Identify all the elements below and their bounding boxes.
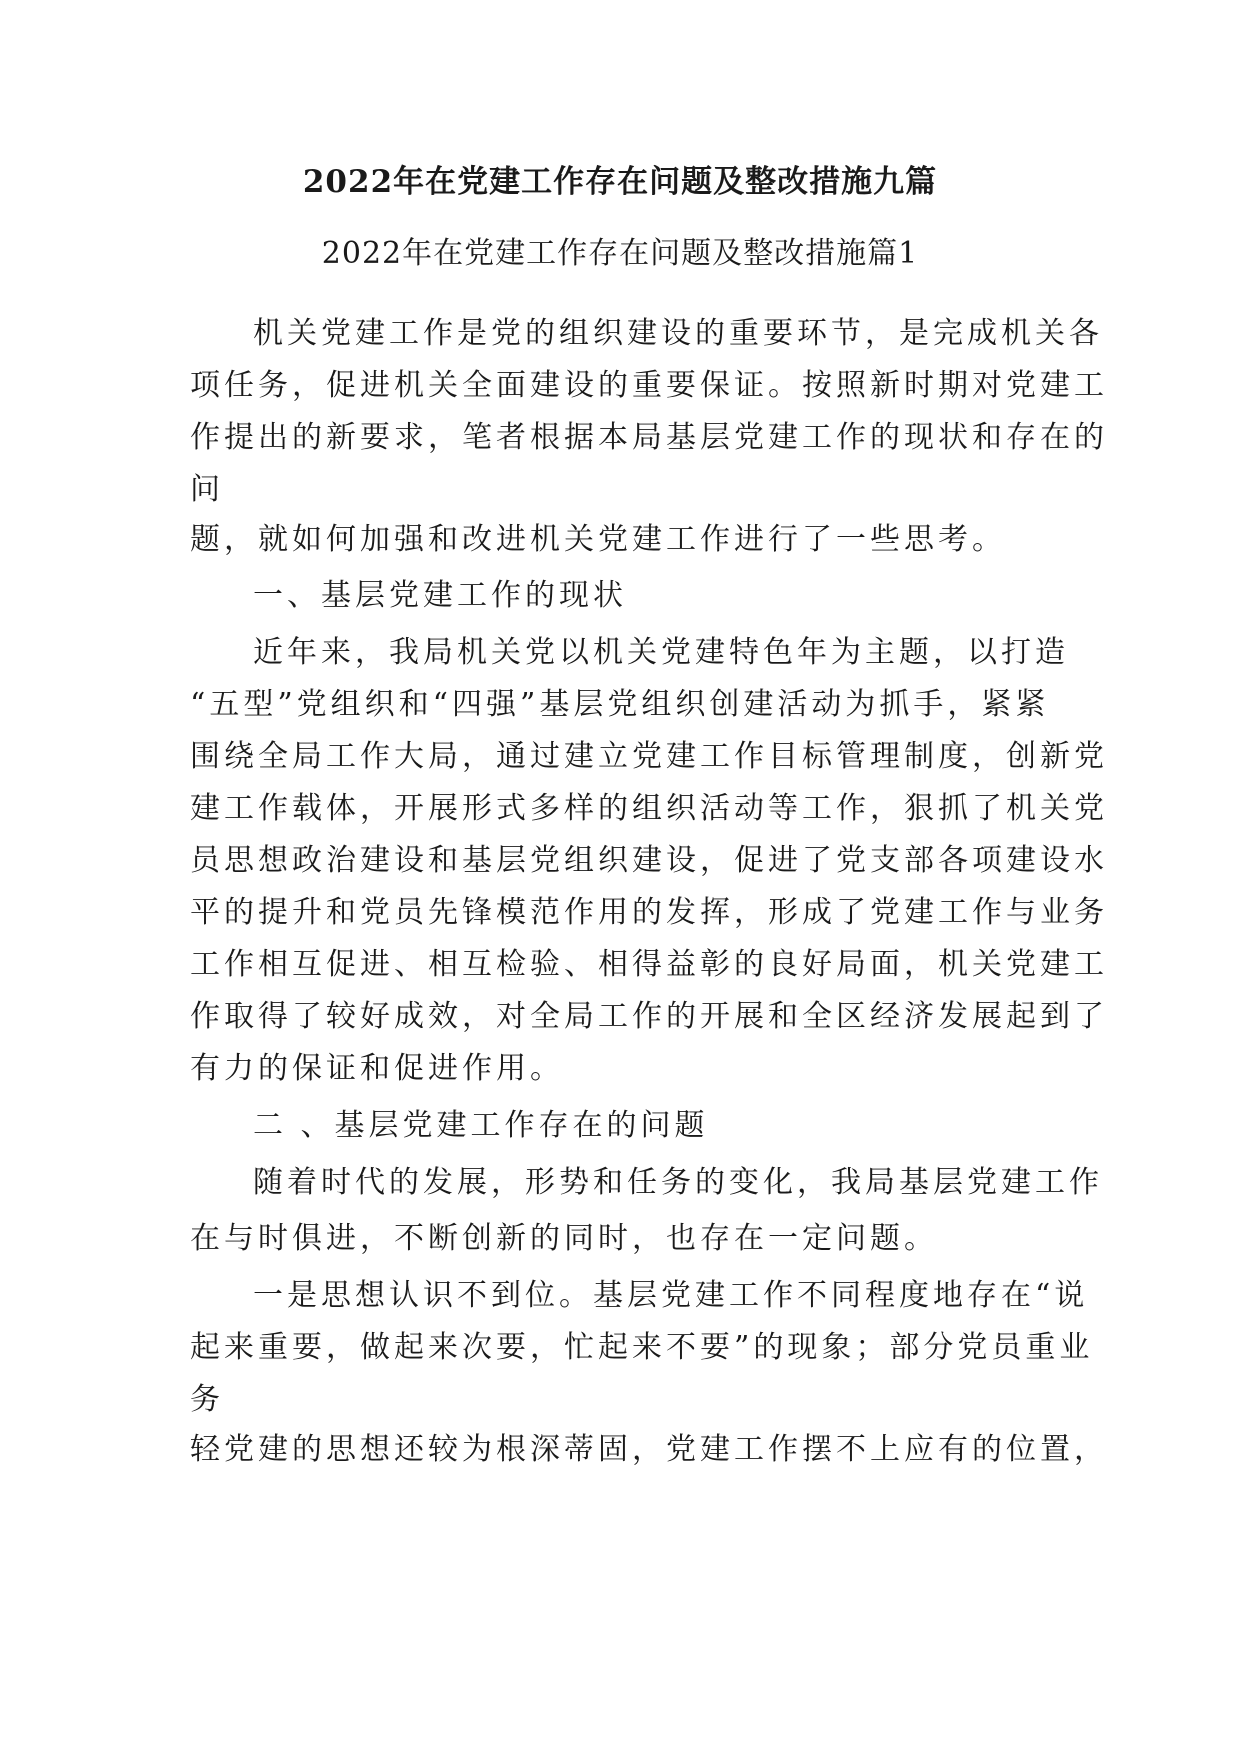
paragraph-line: 机关党建工作是党的组织建设的重要环节，是完成机关各 [253, 316, 1103, 351]
document-title: 2022年在党建工作存在问题及整改措施九篇 [302, 164, 938, 200]
paragraph-line: 作取得了较好成效，对全局工作的开展和全区经济发展起到了 [190, 999, 1108, 1034]
paragraph-line: 有力的保证和促进作用。 [190, 1051, 564, 1086]
paragraph-line: 工作相互促进、相互检验、相得益彰的良好局面，机关党建工 [190, 947, 1108, 982]
paragraph-line: 围绕全局工作大局，通过建立党建工作目标管理制度，创新党 [190, 739, 1108, 774]
paragraph-line: 题，就如何加强和改进机关党建工作进行了一些思考。 [190, 522, 1006, 557]
paragraph-line: 问 [190, 472, 224, 507]
section-heading: 二 、基层党建工作存在的问题 [253, 1108, 709, 1143]
paragraph-line: 起来重要，做起来次要，忙起来不要”的现象；部分党员重业 [190, 1330, 1094, 1365]
paragraph-line: 项任务，促进机关全面建设的重要保证。按照新时期对党建工 [190, 368, 1108, 403]
paragraph-line: 作提出的新要求，笔者根据本局基层党建工作的现状和存在的 [190, 420, 1108, 455]
paragraph-line: 务 [190, 1382, 224, 1417]
paragraph-line: 近年来，我局机关党以机关党建特色年为主题，以打造 [253, 635, 1069, 670]
paragraph-line: 平的提升和党员先锋模范作用的发挥，形成了党建工作与业务 [190, 895, 1108, 930]
paragraph-line: 轻党建的思想还较为根深蒂固，党建工作摆不上应有的位置， [190, 1432, 1108, 1467]
paragraph-line: 一是思想认识不到位。基层党建工作不同程度地存在“说 [253, 1278, 1089, 1313]
document-subtitle: 2022年在党建工作存在问题及整改措施篇1 [321, 236, 919, 271]
paragraph-line: 随着时代的发展，形势和任务的变化，我局基层党建工作 [253, 1165, 1103, 1200]
paragraph-line: “五型”党组织和“四强”基层党组织创建活动为抓手，紧紧 [190, 687, 1050, 722]
paragraph-line: 员思想政治建设和基层党组织建设，促进了党支部各项建设水 [190, 843, 1108, 878]
paragraph-line: 建工作载体，开展形式多样的组织活动等工作，狠抓了机关党 [190, 791, 1108, 826]
section-heading: 一、基层党建工作的现状 [253, 578, 627, 613]
paragraph-line: 在与时俱进，不断创新的同时，也存在一定问题。 [190, 1221, 938, 1256]
